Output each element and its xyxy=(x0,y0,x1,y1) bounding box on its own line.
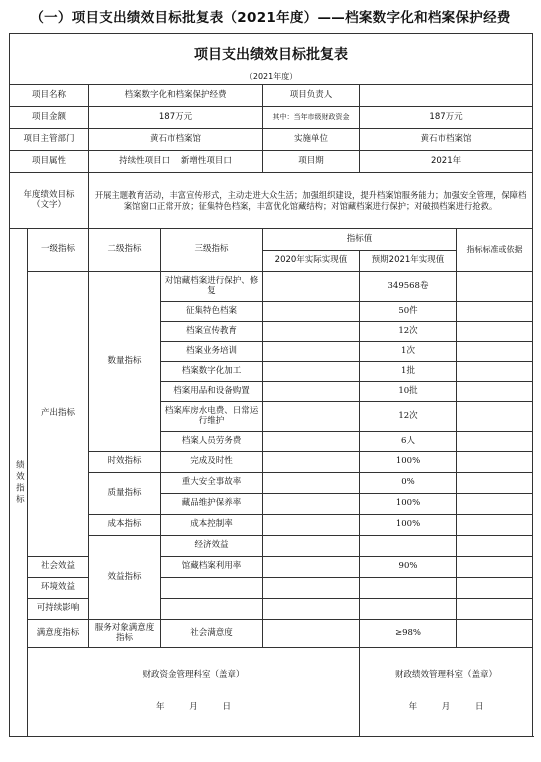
indicator-actual xyxy=(263,599,360,620)
indicator-name: 重大安全事故率 xyxy=(161,473,263,494)
indicator-actual xyxy=(263,494,360,515)
header-standard: 指标标准或依据 xyxy=(457,229,533,272)
perf-indicator-label: 绩效指标 xyxy=(10,229,28,737)
indicator-standard xyxy=(457,362,533,382)
indicator-expected: 0% xyxy=(360,473,457,494)
indicator-name: 档案数字化加工 xyxy=(161,362,263,382)
indicator-expected xyxy=(457,536,533,557)
form-title: 项目支出绩效目标批复表 xyxy=(10,34,533,71)
indicator-actual xyxy=(263,402,360,432)
indicator-standard xyxy=(457,452,533,473)
indicator-actual xyxy=(263,578,360,599)
indicator-standard xyxy=(457,473,533,494)
indicator-name: 完成及时性 xyxy=(161,452,263,473)
annual-goal-label-line1: 年度绩效目标 xyxy=(23,189,75,200)
attr-label: 项目属性 xyxy=(10,151,89,173)
indicator-name: 档案宣传教育 xyxy=(161,322,263,342)
period-label: 项目期 xyxy=(263,151,360,173)
indicator-standard xyxy=(457,342,533,362)
impl-value: 黄石市档案馆 xyxy=(360,129,533,151)
indicator-name: 社会满意度 xyxy=(161,620,263,648)
indicator-standard xyxy=(457,494,533,515)
indicator-actual xyxy=(263,322,360,342)
indicator-actual xyxy=(263,515,360,536)
group-cost: 成本指标 xyxy=(89,515,161,536)
header-level3: 三级指标 xyxy=(161,229,263,272)
indicator-name xyxy=(263,536,360,557)
signature-left xyxy=(28,648,360,737)
header-level2: 二级指标 xyxy=(89,229,161,272)
impl-label: 实施单位 xyxy=(263,129,360,151)
indicator-standard xyxy=(457,620,533,648)
indicator-actual xyxy=(263,342,360,362)
indicator-expected xyxy=(360,578,457,599)
header-level1: 一级指标 xyxy=(28,229,89,272)
indicator-standard xyxy=(457,557,533,578)
approval-form-table xyxy=(9,33,533,737)
group-output: 产出指标 xyxy=(28,272,89,557)
group-sustainable: 可持续影响 xyxy=(28,599,89,620)
group-economic: 经济效益 xyxy=(161,536,263,557)
indicator-expected xyxy=(360,599,457,620)
indicator-actual xyxy=(263,382,360,402)
indicator-standard xyxy=(457,515,533,536)
attr-value: 持续性项目口 新增性项目口 xyxy=(89,151,263,173)
indicator-standard xyxy=(457,322,533,342)
dept-value: 黄石市档案馆 xyxy=(89,129,263,151)
indicator-expected: 100% xyxy=(360,494,457,515)
group-quantity: 数量指标 xyxy=(89,272,161,452)
fiscal-label: 其中：当年市级财政资金 xyxy=(263,107,360,129)
indicator-name xyxy=(161,578,263,599)
fiscal-value: 187万元 xyxy=(360,107,533,129)
group-quality: 质量指标 xyxy=(89,473,161,515)
indicator-name: 档案用品和设备购置 xyxy=(161,382,263,402)
signature-left-date: 年 月 日 xyxy=(156,702,231,712)
project-name-label: 项目名称 xyxy=(10,85,89,107)
indicator-standard xyxy=(457,432,533,452)
group-satisfaction-sub: 服务对象满意度指标 xyxy=(89,620,161,648)
annual-goal-label xyxy=(10,173,89,229)
amount-value: 187万元 xyxy=(89,107,263,129)
annual-goal-text: 开展主题教育活动，丰富宣传形式，主动走进大众生活；加强组织建设，提升档案馆服务能力；加强安全管理，保障档案馆窗口正常开放；征集特色档案，丰富优化馆藏结构；对馆藏档案进行保护；对破损档案进行抢救。 xyxy=(89,173,533,229)
indicator-name: 馆藏档案利用率 xyxy=(161,557,263,578)
indicator-expected: 100% xyxy=(360,515,457,536)
indicator-expected: 12次 xyxy=(360,402,457,432)
indicator-standard xyxy=(457,578,533,599)
signature-right-title: 财政绩效管理科室（盖章） xyxy=(395,670,498,681)
project-name-value: 档案数字化和档案保护经费 xyxy=(89,85,263,107)
group-timeliness: 时效指标 xyxy=(89,452,161,473)
indicator-name: 档案人员劳务费 xyxy=(161,432,263,452)
indicator-name: 成本控制率 xyxy=(161,515,263,536)
indicator-expected: 90% xyxy=(360,557,457,578)
indicator-name xyxy=(161,599,263,620)
indicator-standard xyxy=(457,599,533,620)
signature-right-date: 年 月 日 xyxy=(408,702,484,712)
header-value-group: 指标值 xyxy=(263,229,457,251)
signature-left-title: 财政资金管理科室（盖章） xyxy=(142,670,245,681)
indicator-actual xyxy=(263,620,360,648)
indicator-actual xyxy=(263,362,360,382)
indicator-name: 档案库房水电费、日常运行维护 xyxy=(161,402,263,432)
annual-goal-label-line2: （文字） xyxy=(31,199,66,210)
group-satisfaction: 满意度指标 xyxy=(28,620,89,648)
indicator-expected: 50件 xyxy=(360,302,457,322)
signature-right xyxy=(360,648,533,737)
group-benefit: 效益指标 xyxy=(89,536,161,620)
indicator-expected: 10批 xyxy=(360,382,457,402)
indicator-actual xyxy=(263,432,360,452)
indicator-expected: ≥98% xyxy=(360,620,457,648)
indicator-expected: 1批 xyxy=(360,362,457,382)
indicator-actual xyxy=(263,452,360,473)
indicator-name: 征集特色档案 xyxy=(161,302,263,322)
form-year: （2021年度） xyxy=(10,70,533,85)
indicator-name: 藏品维护保养率 xyxy=(161,494,263,515)
indicator-standard xyxy=(457,302,533,322)
indicator-name: 对馆藏档案进行保护、修复 xyxy=(161,272,263,302)
page-heading: （一）项目支出绩效目标批复表（2021年度）——档案数字化和档案保护经费 xyxy=(30,10,511,26)
manager-label: 项目负责人 xyxy=(263,85,360,107)
indicator-actual xyxy=(263,557,360,578)
indicator-name: 档案业务培训 xyxy=(161,342,263,362)
indicator-standard xyxy=(457,272,533,302)
indicator-expected: 349568卷 xyxy=(360,272,457,302)
manager-value xyxy=(360,85,533,107)
amount-label: 项目金额 xyxy=(10,107,89,129)
dept-label: 项目主管部门 xyxy=(10,129,89,151)
header-actual-2020: 2020年实际实现值 xyxy=(263,251,360,272)
indicator-expected: 1次 xyxy=(360,342,457,362)
indicator-actual xyxy=(360,536,457,557)
indicator-actual xyxy=(263,302,360,322)
group-social: 社会效益 xyxy=(28,557,89,578)
indicator-expected: 12次 xyxy=(360,322,457,342)
period-value: 2021年 xyxy=(360,151,533,173)
header-expected-2021: 预期2021年实现值 xyxy=(360,251,457,272)
indicator-actual xyxy=(263,272,360,302)
indicator-expected: 100% xyxy=(360,452,457,473)
indicator-standard xyxy=(457,382,533,402)
indicator-standard xyxy=(457,402,533,432)
indicator-actual xyxy=(263,473,360,494)
group-environmental: 环境效益 xyxy=(28,578,89,599)
indicator-expected: 6人 xyxy=(360,432,457,452)
